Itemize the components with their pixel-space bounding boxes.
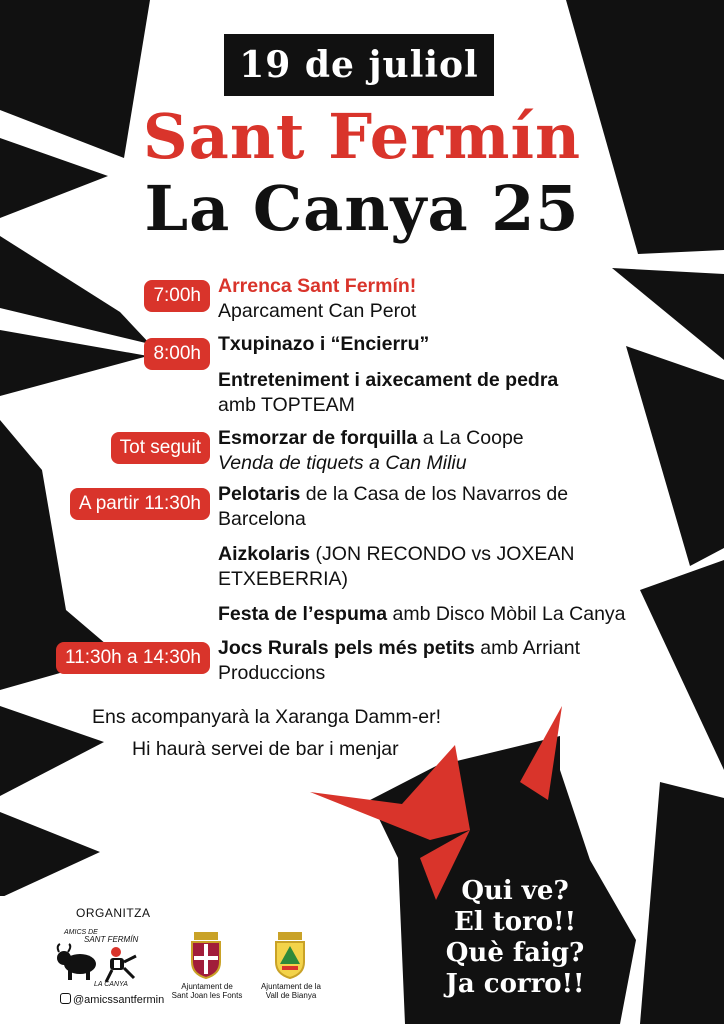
- slogan: [400, 876, 630, 1000]
- event-line: [218, 636, 668, 661]
- event-description: [218, 602, 668, 627]
- time-badge: 11:30h a 14:30h: [56, 642, 210, 674]
- event-line: [218, 299, 668, 324]
- black-shard: [0, 330, 148, 396]
- slogan-line: Qui ve?: [461, 876, 569, 906]
- event-line: [218, 451, 668, 476]
- event-line: [218, 661, 668, 686]
- event-text: Esmorzar de forquilla: [218, 427, 418, 449]
- event-text: Entreteniment i aixecament de pedra: [218, 369, 559, 391]
- event-text: de la Casa de los Navarros de: [300, 483, 569, 505]
- event-description: [218, 332, 668, 357]
- slogan-line: Què faig?: [445, 938, 585, 968]
- event-text: Jocs Rurals pels més petits: [218, 637, 475, 659]
- event-text: Pelotaris: [218, 483, 301, 505]
- logo-text-top: AMICS DE: [64, 929, 98, 936]
- black-shard: [0, 812, 100, 898]
- event-text: Aizkolaris: [218, 543, 311, 565]
- sponsor-caption-1: Ajuntament de Sant Joan les Fonts: [171, 982, 243, 1000]
- event-text: Venda de tiquets a Can Miliu: [218, 452, 467, 474]
- event-line: [218, 274, 668, 299]
- event-line: [218, 368, 668, 393]
- coat-of-arms-icon: [270, 930, 310, 980]
- event-description: [218, 482, 668, 532]
- instagram-icon: [60, 993, 71, 1004]
- event-description: [218, 426, 668, 476]
- time-badge: Tot seguit: [111, 432, 210, 464]
- extra-note-bar: Hi haurà servei de bar i menjar: [132, 738, 399, 760]
- sponsor-caption-2: Ajuntament de la Vall de Bianya: [260, 982, 322, 1000]
- runner-icon: [106, 947, 136, 982]
- extra-note-xaranga: Ens acompanyarà la Xaranga Damm-er!: [92, 706, 441, 728]
- event-text: Txupinazo i “Encierru”: [218, 333, 430, 355]
- event-text: amb Arriant: [474, 637, 581, 659]
- event-text: Arrenca Sant Fermín!: [218, 275, 417, 297]
- event-text: Aparcament Can Perot: [218, 300, 417, 322]
- event-line: [218, 507, 668, 532]
- event-description: [218, 542, 668, 592]
- event-line: [218, 482, 668, 507]
- instagram-handle: @amicssantfermin: [60, 993, 164, 1006]
- event-description: [218, 368, 668, 418]
- coat-of-arms-icon: [186, 930, 226, 980]
- event-text: amb Disco Mòbil La Canya: [387, 603, 626, 625]
- slogan-line: El toro!!: [454, 907, 576, 937]
- event-text: Barcelona: [218, 508, 306, 530]
- time-badge: 7:00h: [144, 280, 210, 312]
- slogan-line: Ja corro!!: [445, 969, 585, 999]
- event-line: [218, 542, 668, 567]
- event-text: Festa de l’espuma: [218, 603, 388, 625]
- date-banner: 19 de juliol: [224, 34, 494, 96]
- title-line-2: La Canya 25: [144, 172, 580, 245]
- event-line: [218, 426, 668, 451]
- black-shard: [0, 236, 150, 344]
- event-text: (JON RECONDO vs JOXEAN: [310, 543, 575, 565]
- bull-icon: [57, 944, 96, 980]
- event-description: [218, 274, 668, 324]
- title-line-1: Sant Fermín: [142, 100, 582, 173]
- event-line: [218, 332, 668, 357]
- logo-text-bottom: LA CANYA: [94, 981, 128, 988]
- black-shard: [640, 782, 724, 1024]
- time-badge: 8:00h: [144, 338, 210, 370]
- event-text: Produccions: [218, 662, 326, 684]
- event-text: amb TOPTEAM: [218, 394, 355, 416]
- event-line: [218, 602, 668, 627]
- black-shard: [0, 706, 104, 796]
- event-line: [218, 393, 668, 418]
- event-description: [218, 636, 668, 686]
- event-text: a La Coope: [417, 427, 524, 449]
- time-badge: A partir 11:30h: [70, 488, 210, 520]
- logo-text-name: SANT FERMÍN: [84, 935, 139, 944]
- organizer-logo: [54, 924, 154, 988]
- event-text: ETXEBERRIA): [218, 568, 349, 590]
- organitza-label: ORGANITZA: [76, 906, 151, 920]
- event-line: [218, 567, 668, 592]
